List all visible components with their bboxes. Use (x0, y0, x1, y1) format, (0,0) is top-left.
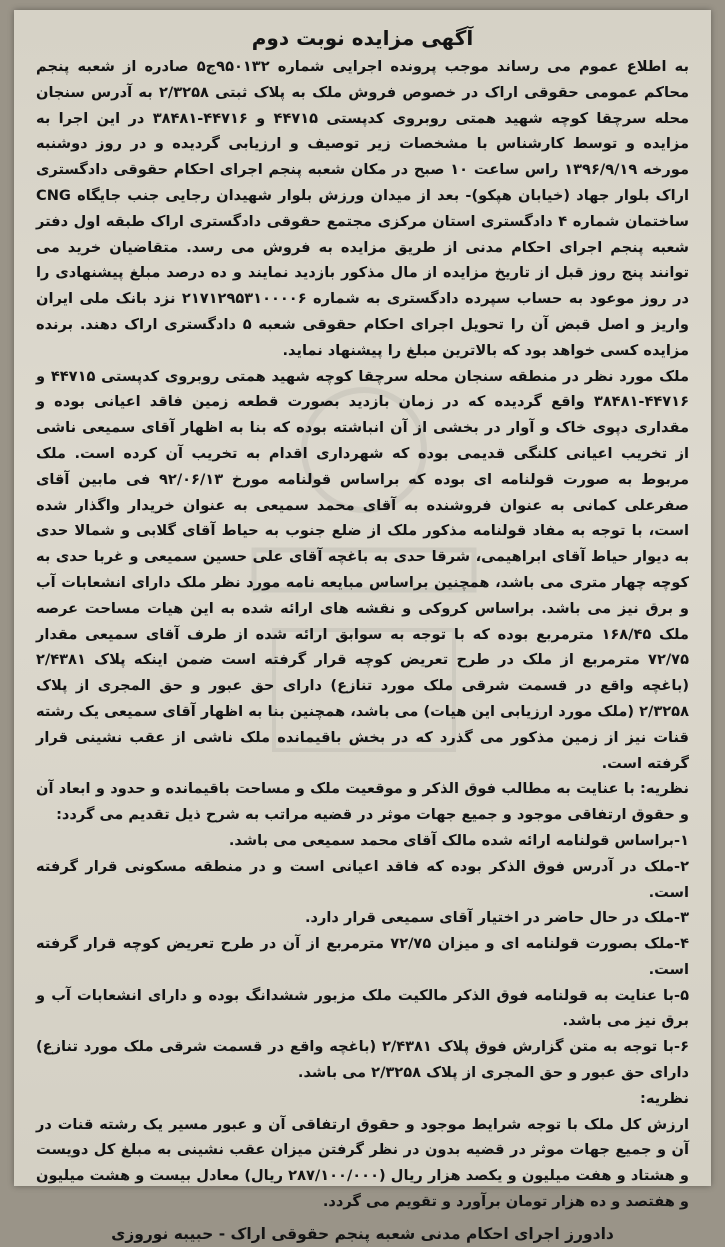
valuation-paragraph: ارزش کل ملک با توجه شرایط موجود و حقوق ارتفاقی آن و عبور مسیر یک رشته قنات در آن و جمیع جهات موثر در قضیه بدون در نظر گرفتن میزان عقب نشینی به مبلغ کل دویست و هشتاد و هفت میلیون و یکصد هزار ریال (۲۸۷/۱۰۰/۰۰۰ ریال) معادل بیست و هشت میلیون و هفتصد و ده هزار تومان برآورد و تقویم می گردد. (36, 1115, 689, 1211)
opinion-item-2: ۲-ملک در آدرس فوق الذکر بوده که فاقد اعیانی است و در منطقه مسکونی قرار گرفته است. (36, 857, 689, 901)
newspaper-clipping (14, 10, 711, 1243)
notice-column (36, 24, 689, 1247)
opinion-item-1: ۱-براساس قولنامه ارائه شده مالک آقای محمد سمیعی می باشد. (228, 831, 689, 849)
notice-title: آگهی مزایده نوبت دوم (251, 26, 474, 50)
notice-intro-paragraph: به اطلاع عموم می رساند موجب پرونده اجرایی شماره ۹۵۰۱۳۲ج۵ صادره از شعبه پنجم محاکم عمومی حقوقی اراک در خصوص فروش ملک به پلاک ثبتی ۲/۳۲۵۸ به آدرس سنجان محله سرچقا کوچه شهید همتی روبروی کدپستی ۴۴۷۱۵ و ۴۴۷۱۶-۳۸۴۸۱ در این اجرا به مزایده و توسط کارشناس با مشخصات زیر توصیف و ارزیابی گردیده و در روز دوشنبه مورخه ۱۳۹۶/۹/۱۹ راس ساعت ۱۰ صبح در مکان شعبه پنجم اجرای احکام حقوقی دادگستری اراک بلوار جهاد (خیابان هپکو)- بعد از میدان ورزش بلوار شهیدان رجایی جنب جایگاه CNG ساختمان شماره ۴ دادگستری استان مرکزی مجتمع حقوقی دادگستری اراک طبقه اول دفتر شعبه پنجم اجرای احکام مدنی از طریق مزایده به فروش می رسد. متقاضیان خرید می توانند پنج روز قبل از تاریخ مزایده از مال مذکور بازدید نمایند و ده درصد مبلغ پیشنهادی را در روز موعود به حساب سپرده دادگستری به شماره ۲۱۷۱۲۹۵۳۱۰۰۰۰۶ نزد بانک ملی ایران واریز و اصل قبض آن را تحویل اجرای احکام حقوقی شعبه ۵ دادگستری اراک دهند. برنده مزایده کسی خواهد بود که بالاترین مبلغ را پیشنهاد نماید. (36, 58, 690, 359)
property-description-paragraph: ملک مورد نظر در منطقه سنجان محله سرچقا کوچه شهید همتی روبروی کدپستی ۴۴۷۱۵ و ۴۴۷۱۶-۳۸۴۸۱ واقع گردیده که در زمان بازدید بصورت قطعه زمین فاقد اعیانی بوده و مقداری دپوی خاک و آوار در بخشی از آن انباشته بوده که بنا به اظهار آقای سمیعی ناشی از تخریب اعیانی کلنگی قدیمی بوده که شهرداری اقدام به تخریب آن کرده است. ملک مربوط به صورت قولنامه ای بوده که براساس قولنامه مورخ ۹۲/۰۶/۱۳ فی مابین آقای صفرعلی کمانی به عنوان فروشنده به آقای محمد سمیعی به عنوان خریدار واگذار شده است، با توجه به مفاد قولنامه مذکور ملک از ضلع جنوب به حیاط آقای گلابی و شمالا حدی به دیوار حیاط آقای ابراهیمی، شرقا حدی به باغچه آقای علی حسین سمیعی و غربا حدی به کوچه چهار متری می باشد، همچنین براساس مبایعه نامه مورد نظر ملک دارای انشعابات آب و برق نیز می باشد. براساس کروکی و نقشه های ارائه شده به این هیات مساحت عرصه ملک ۱۶۸/۴۵ مترمربع بوده که با توجه به سوابق ارائه شده از طرف آقای سمیعی مقدار ۷۲/۷۵ مترمربع از ملک در طرح تعریض کوچه قرار گرفته است ضمن اینکه پلاک ۲/۴۳۸۱ (باغچه واقع در قسمت شرقی ملک مورد تنازع) دارای حق عبور و حق المجری از پلاک ۲/۳۲۵۸ (ملک مورد ارزیابی این هیات) می باشد، همچنین بنا به اظهار آقای سمیعی یک رشته قنات نیز از زمین مذکور می گذرد که در بخش باقیمانده ملک ناشی از عقب نشینی قرار گرفته است. (36, 367, 690, 772)
opinion-label: نظریه: (640, 1089, 689, 1107)
opinion-item-4: ۴-ملک بصورت قولنامه ای و میزان ۷۲/۷۵ مترمربع از آن در طرح تعریض کوچه قرار گرفته است. (36, 935, 689, 978)
signature-line: دادورز اجرای احکام مدنی شعبه پنجم حقوقی اراک - حبیبه نوروزی (111, 1224, 614, 1243)
opinion-item-3: ۳-ملک در حال حاضر در اختیار آقای سمیعی قرار دارد. (304, 909, 689, 927)
opinion-item-6: ۶-با توجه به متن گزارش فوق پلاک ۲/۴۳۸۱ (باغچه واقع در قسمت شرقی ملک مورد تنازع) دارای حق عبور و حق المجری از پلاک ۲/۳۲۵۸ می باشد. (36, 1038, 689, 1082)
opinion-intro-paragraph: نظریه: با عنایت به مطالب فوق الذکر و موقعیت ملک و مساحت باقیمانده و حدود و ابعاد آن و حقوق ارتفاقی موجود و جمیع جهات موثر در قضیه مراتب به شرح ذیل تقدیم می گردد: (36, 780, 689, 824)
opinion-item-5: ۵-با عنایت به قولنامه فوق الذکر مالکیت ملک مزبور ششدانگ بوده و دارای انشعابات آب و برق نیز می باشد. (36, 986, 689, 1030)
